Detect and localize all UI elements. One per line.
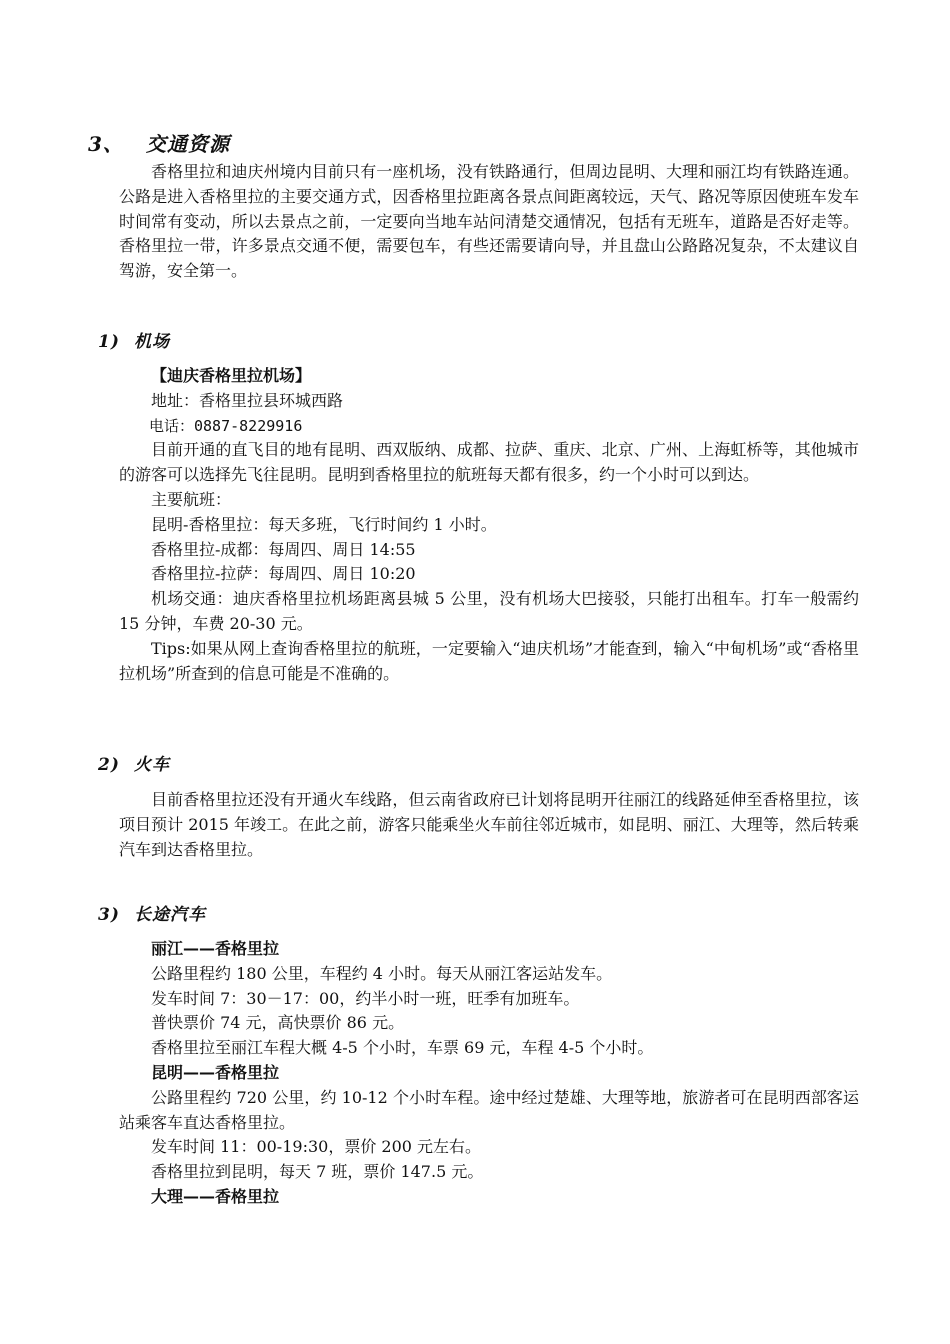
- train-heading-text: 火车: [134, 755, 170, 775]
- intro-block: [119, 160, 859, 284]
- route-line: 普快票价 74 元，高快票价 86 元。: [151, 1013, 405, 1033]
- bus-heading: [98, 900, 206, 925]
- airport-transport: 机场交通：迪庆香格里拉机场距离县城 5 公里，没有机场大巴接驳，只能打出租车。打车一般需约 15 分钟，车费 20-30 元。: [119, 589, 859, 633]
- bus-block: [119, 937, 859, 1210]
- section-heading: [88, 128, 230, 157]
- route-line: 发车时间 11：00-19:30，票价 200 元左右。: [151, 1137, 482, 1157]
- flight-item: 昆明-香格里拉：每天多班，飞行时间约 1 小时。: [151, 514, 497, 534]
- flight-item: 香格里拉-拉萨：每周四、周日 10:20: [151, 564, 416, 584]
- airport-heading-text: 机场: [134, 332, 170, 352]
- flights-label: 主要航班：: [151, 489, 232, 509]
- airport-destinations: 目前开通的直飞目的地有昆明、西双版纳、成都、拉萨、重庆、北京、广州、上海虹桥等，其他城市的游客可以选择先飞往昆明。昆明到香格里拉的航班每天都有很多，约一个小时可以到达。: [119, 440, 859, 485]
- airport-heading: [98, 327, 170, 352]
- airport-address: 地址：香格里拉县环城西路: [151, 390, 344, 410]
- section-number: 3、: [88, 132, 124, 156]
- route-title: 丽江——香格里拉: [151, 939, 280, 958]
- section-title: 交通资源: [146, 132, 230, 156]
- route-line: 公路里程约 180 公里，车程约 4 小时。每天从丽江客运站发车。: [151, 963, 613, 983]
- train-number: 2): [98, 755, 120, 775]
- airport-block: [119, 364, 859, 686]
- route-title: 大理——香格里拉: [151, 1186, 280, 1206]
- route-line: 发车时间 7：30－17：00，约半小时一班，旺季有加班车。: [151, 988, 580, 1008]
- route-line: 香格里拉至丽江车程大概 4-5 个小时，车票 69 元，车程 4-5 个小时。: [151, 1038, 654, 1058]
- intro-paragraph: 香格里拉和迪庆州境内目前只有一座机场，没有铁路通行，但周边昆明、大理和丽江均有铁路连通。公路是进入香格里拉的主要交通方式，因香格里拉距离各景点间距离较远，天气、路况等原因使班车发车时间常有变动，所以去景点之前，一定要向当地车站问清楚交通情况，包括有无班车，道路是否好走等。香格里拉一带，许多景点交通不便，需要包车，有些还需要请向导，并且盘山公路路况复杂，不太建议自驾游，安全第一。: [119, 162, 859, 281]
- bus-heading-text: 长途汽车: [134, 905, 206, 925]
- flight-item: 香格里拉-成都：每周四、周日 14:55: [151, 539, 416, 559]
- airport-tips: Tips:如果从网上查询香格里拉的航班，一定要输入“迪庆机场”才能查到，输入“中甸机场”或“香格里拉机场”所查到的信息可能是不准确的。: [119, 638, 859, 683]
- route-line: 香格里拉到昆明，每天 7 班，票价 147.5 元。: [151, 1162, 484, 1182]
- train-block: [119, 788, 859, 862]
- route-title: 昆明——香格里拉: [151, 1062, 280, 1082]
- route-line: 公路里程约 720 公里，约 10-12 个小时车程。途中经过楚雄、大理等地，旅游者可在昆明西部客运站乘客车直达香格里拉。: [119, 1087, 859, 1132]
- airport-number: 1): [98, 332, 120, 352]
- airport-phone: 电话：0887-8229916: [149, 416, 303, 435]
- train-heading: [98, 750, 170, 775]
- train-paragraph: 目前香格里拉还没有开通火车线路，但云南省政府已计划将昆明开往丽江的线路延伸至香格里拉，该项目预计 2015 年竣工。在此之前，游客只能乘坐火车前往邻近城市，如昆明、丽江、大理等，然后转乘汽车到达香格里拉。: [119, 790, 859, 859]
- airport-name: 【迪庆香格里拉机场】: [151, 366, 312, 385]
- bus-number: 3): [98, 905, 120, 925]
